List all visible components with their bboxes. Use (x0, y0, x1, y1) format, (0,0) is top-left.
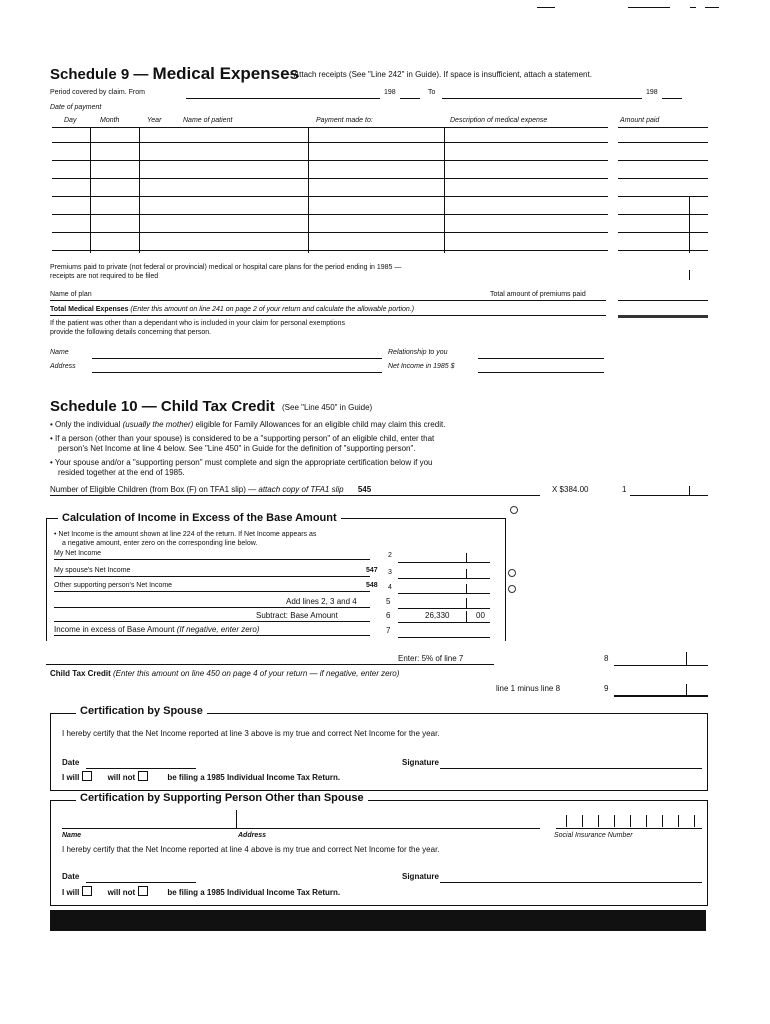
line4-field[interactable] (398, 593, 490, 594)
line1-number: 1 (622, 485, 627, 494)
cert-support-date-field[interactable] (86, 882, 196, 883)
patient-address-field[interactable] (92, 372, 382, 373)
patient-note: If the patient was other than a dependant who is included in your claim for personal exemptions (50, 320, 345, 327)
cert-support-signature-field[interactable] (440, 882, 702, 883)
cert-spouse-will-not-checkbox[interactable] (138, 771, 148, 781)
cert-support-text: I hereby certify that the Net Income reported at line 4 above is my true and correct Net Income for the year. (62, 845, 440, 854)
premiums-text-2: receipts are not required to be filed (50, 273, 159, 280)
schedule9-title: Schedule 9 — Medical Expenses (50, 64, 300, 83)
marker-circle-2 (508, 569, 516, 577)
cert-support-sin-label: Social Insurance Number (554, 832, 633, 839)
ctc-line: Child Tax Credit (Enter this amount on line 450 on page 4 of your return — if negative, enter zero) (50, 669, 400, 678)
calc-title: Calculation of Income in Excess of the Base Amount (58, 513, 341, 524)
cert-spouse-signature-label: Signature (402, 758, 439, 767)
period-year2-field[interactable] (662, 98, 682, 99)
cert-spouse-will-checkbox[interactable] (82, 771, 92, 781)
name-of-plan-field[interactable] (50, 300, 606, 301)
cert-support-title: Certification by Supporting Person Other than Spouse (76, 793, 368, 804)
bottom-black-bar (50, 910, 706, 931)
patient-name-label: Name (50, 349, 69, 356)
period-year1: 198 (384, 89, 396, 96)
bullet-2-cont: person's Net Income at line 4 below. See "Line 450" in Guide for the definition of "supporting person". (58, 444, 416, 453)
calc-note-2: a negative amount, enter zero on the corresponding line below. (62, 540, 258, 547)
col-month: Month (100, 117, 120, 124)
enter-5pct-label: Enter: 5% of line 7 (398, 654, 464, 663)
line8-number: 8 (604, 654, 609, 663)
base-amount-cents: 00 (476, 611, 485, 620)
line3-field[interactable] (398, 578, 490, 579)
cert-support-filing-line: I will will not be filing a 1985 Individual Income Tax Return. (62, 888, 341, 897)
line6-number: 6 (386, 611, 391, 620)
premiums-text: Premiums paid to private (not federal or provincial) medical or hospital care plans for the period ending in 1985 — (50, 264, 402, 271)
cert-support-signature-label: Signature (402, 872, 439, 881)
date-of-payment-label: Date of payment (50, 104, 102, 111)
line1-minus-line8-label: line 1 minus line 8 (496, 684, 561, 693)
cert-support-name-label: Name (62, 832, 82, 839)
line1-field[interactable] (630, 495, 708, 496)
rate-label: X $384.00 (552, 485, 589, 494)
line7-number: 7 (386, 626, 391, 635)
total-medical-line: Total Medical Expenses (Enter this amount on line 241 on page 2 of your return and calculate the allowable portion.) (50, 306, 415, 313)
add-lines-label: Add lines 2, 3 and 4 (286, 597, 357, 606)
line5-field[interactable] (398, 608, 490, 609)
period-from-field[interactable] (186, 98, 380, 99)
line9-number: 9 (604, 684, 609, 693)
patient-net-income-label: Net Income in 1985 $ (388, 363, 455, 370)
relationship-field[interactable] (478, 358, 604, 359)
cert-support-will-checkbox[interactable] (82, 886, 92, 896)
line9-field[interactable] (614, 695, 708, 697)
cert-spouse-signature-field[interactable] (440, 768, 702, 769)
cert-spouse-title: Certification by Spouse (76, 706, 207, 717)
marker-circle-3 (508, 585, 516, 593)
line2-field[interactable] (398, 562, 490, 563)
code-548: 548 (366, 582, 378, 589)
bullet-3-cont: resided together at the end of 1985. (58, 468, 185, 477)
patient-net-income-field[interactable] (478, 372, 604, 373)
cert-spouse-date-field[interactable] (86, 768, 196, 769)
eligible-children-line: Number of Eligible Children (from Box (F) on TFA1 slip) — attach copy of TFA1 slip 545 (50, 485, 372, 494)
patient-note-2: provide the following details concerning that person. (50, 329, 212, 336)
period-label: Period covered by claim. From (50, 89, 145, 96)
line2-number: 2 (388, 552, 392, 559)
bullet-2: • If a person (other than your spouse) is considered to be a "supporting person" of an eligible child, enter that (50, 434, 435, 443)
total-medical-field[interactable] (618, 315, 708, 318)
total-premiums-label: Total amount of premiums paid (490, 291, 586, 298)
other-net-income-label: Other supporting person's Net Income (54, 582, 173, 589)
col-payment-to: Payment made to: (316, 117, 373, 124)
col-patient: Name of patient (183, 117, 233, 124)
my-net-income-label: My Net Income (54, 550, 102, 557)
line3-number: 3 (388, 569, 392, 576)
schedule10-see: (See "Line 450" in Guide) (282, 403, 373, 412)
marker-circle-1 (510, 506, 518, 514)
eligible-children-field[interactable] (508, 495, 538, 496)
name-of-plan-label: Name of plan (50, 291, 92, 298)
period-year2: 198 (646, 89, 658, 96)
line5-number: 5 (386, 597, 391, 606)
cert-spouse-text: I hereby certify that the Net Income reported at line 3 above is my true and correct Net Income for the year. (62, 729, 440, 738)
period-year1-field[interactable] (400, 98, 420, 99)
col-year: Year (147, 117, 162, 124)
cert-support-will-not-checkbox[interactable] (138, 886, 148, 896)
cert-support-date-label: Date (62, 872, 80, 881)
schedule9-subtitle: — Attach receipts (See "Line 242" in Guide). If space is insufficient, attach a statement. (284, 70, 592, 79)
patient-name-field[interactable] (92, 358, 382, 359)
col-description: Description of medical expense (450, 117, 548, 124)
period-to-label: To (428, 89, 436, 96)
schedule10-title: Schedule 10 — Child Tax Credit (50, 398, 275, 415)
cert-support-address-label: Address (238, 832, 267, 839)
income-excess-line: Income in excess of Base Amount (If negative, enter zero) (54, 625, 260, 634)
cert-spouse-date-label: Date (62, 758, 80, 767)
col-amount: Amount paid (620, 117, 660, 124)
calc-note: • Net Income is the amount shown at line 224 of the return. If Net Income appears as (54, 531, 317, 538)
period-to-field[interactable] (442, 98, 642, 99)
spouse-net-income-label: My spouse's Net Income (54, 567, 131, 574)
col-day: Day (64, 117, 77, 124)
subtract-base-label: Subtract: Base Amount (256, 611, 338, 620)
relationship-label: Relationship to you (388, 349, 448, 356)
cert-spouse-filing-line: I will will not be filing a 1985 Individual Income Tax Return. (62, 773, 341, 782)
code-547: 547 (366, 567, 378, 574)
line4-number: 4 (388, 584, 392, 591)
bullet-1: • Only the individual (usually the mother) eligible for Family Allowances for an eligible child may claim this credit. (50, 420, 446, 429)
total-premiums-field[interactable] (618, 300, 708, 301)
patient-address-label: Address (50, 363, 76, 370)
line8-field[interactable] (614, 665, 708, 666)
base-amount-value: 26,330 (425, 611, 450, 620)
line7-field[interactable] (398, 637, 490, 638)
cert-support-name-address-field[interactable] (62, 828, 540, 829)
bullet-3: • Your spouse and/or a "supporting person" must complete and sign the appropriate certification below if you (50, 458, 433, 467)
